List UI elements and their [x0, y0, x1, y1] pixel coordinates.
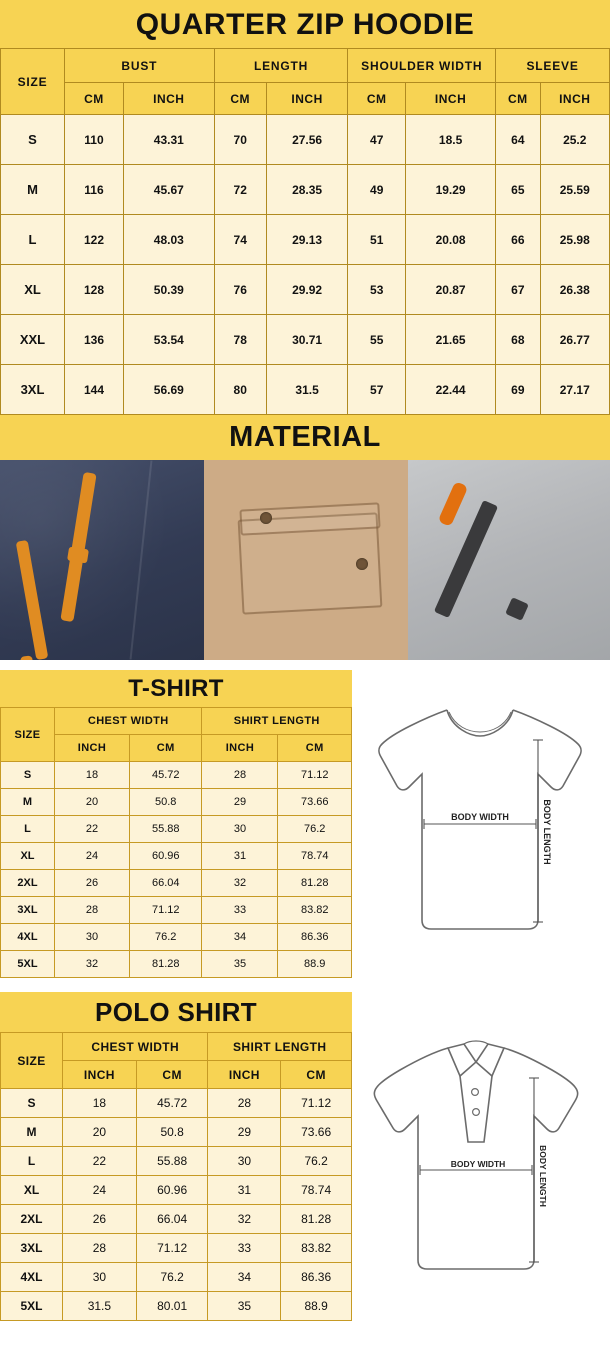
polo-row-size: 4XL	[1, 1263, 63, 1292]
polo-cell: 22	[63, 1147, 137, 1176]
hoodie-cell: 20.08	[406, 215, 496, 265]
tshirt-row-size: M	[1, 789, 55, 816]
hoodie-unit-bust-inch: INCH	[123, 83, 214, 115]
hoodie-row-size: M	[1, 165, 65, 215]
material-section-title: MATERIAL	[0, 415, 610, 460]
table-row	[1, 762, 352, 789]
tshirt-body-length-label: BODY LENGTH	[542, 799, 552, 865]
hoodie-cell: 70	[214, 115, 266, 165]
tshirt-cell: 76.2	[129, 924, 202, 951]
polo-cell: 18	[63, 1089, 137, 1118]
hoodie-header-shoulder-width: SHOULDER WIDTH	[348, 49, 496, 83]
table-row	[1, 1234, 352, 1263]
hoodie-cell: 72	[214, 165, 266, 215]
tshirt-cell: 26	[55, 870, 130, 897]
tshirt-cell: 20	[55, 789, 130, 816]
hoodie-header-size: SIZE	[1, 49, 65, 115]
navy-hoodie-drawstring-photo	[0, 460, 204, 660]
polo-body-width-label: BODY WIDTH	[450, 1159, 506, 1169]
hoodie-cell: 74	[214, 215, 266, 265]
hoodie-cell: 27.17	[540, 365, 609, 415]
tshirt-cell: 71.12	[278, 762, 352, 789]
hoodie-row-size: 3XL	[1, 365, 65, 415]
hoodie-cell: 25.59	[540, 165, 609, 215]
polo-cell: 28	[63, 1234, 137, 1263]
tshirt-unit-chest-cm: CM	[129, 735, 202, 762]
khaki-pocket-photo	[204, 460, 408, 660]
snap-button-icon	[356, 558, 368, 570]
tshirt-row-size: S	[1, 762, 55, 789]
hoodie-header-bust: BUST	[65, 49, 215, 83]
hoodie-cell: 55	[348, 315, 406, 365]
table-row	[1, 1118, 352, 1147]
table-row	[1, 1089, 352, 1118]
polo-measurement-diagram	[352, 992, 610, 1292]
polo-cell: 73.66	[281, 1118, 352, 1147]
polo-row-size: L	[1, 1147, 63, 1176]
hoodie-cell: 29.13	[266, 215, 348, 265]
polo-cell: 76.2	[281, 1147, 352, 1176]
hoodie-cell: 68	[496, 315, 540, 365]
polo-cell: 80.01	[136, 1292, 208, 1321]
table-row	[1, 897, 352, 924]
snap-button-icon	[260, 512, 272, 524]
polo-cell: 83.82	[281, 1234, 352, 1263]
tshirt-cell: 86.36	[278, 924, 352, 951]
hoodie-cell: 48.03	[123, 215, 214, 265]
tshirt-cell: 76.2	[278, 816, 352, 843]
polo-cell: 33	[208, 1234, 281, 1263]
tshirt-cell: 22	[55, 816, 130, 843]
polo-cell: 81.28	[281, 1205, 352, 1234]
tshirt-header-shirt-length: SHIRT LENGTH	[202, 708, 352, 735]
polo-row-size: 3XL	[1, 1234, 63, 1263]
hoodie-cell: 116	[65, 165, 124, 215]
hoodie-unit-length-cm: CM	[214, 83, 266, 115]
polo-body-length-label: BODY LENGTH	[538, 1145, 548, 1207]
hoodie-cell: 65	[496, 165, 540, 215]
tshirt-measurement-diagram	[352, 670, 610, 970]
tshirt-row-size: XL	[1, 843, 55, 870]
hoodie-cell: 50.39	[123, 265, 214, 315]
polo-row-size: 5XL	[1, 1292, 63, 1321]
polo-header-size: SIZE	[1, 1033, 63, 1089]
polo-cell: 71.12	[281, 1089, 352, 1118]
tshirt-cell: 50.8	[129, 789, 202, 816]
tshirt-cell: 55.88	[129, 816, 202, 843]
hoodie-cell: 30.71	[266, 315, 348, 365]
tshirt-cell: 32	[55, 951, 130, 978]
tshirt-cell: 31	[202, 843, 278, 870]
polo-cell: 31	[208, 1176, 281, 1205]
table-row	[1, 843, 352, 870]
hoodie-cell: 26.38	[540, 265, 609, 315]
tshirt-row-size: L	[1, 816, 55, 843]
table-row	[1, 1292, 352, 1321]
polo-cell: 55.88	[136, 1147, 208, 1176]
table-row	[1, 1263, 352, 1292]
polo-cell: 30	[208, 1147, 281, 1176]
polo-unit-length-inch: INCH	[208, 1061, 281, 1089]
table-row	[1, 265, 610, 315]
hoodie-row-size: L	[1, 215, 65, 265]
hoodie-cell: 25.2	[540, 115, 609, 165]
tshirt-row-size: 5XL	[1, 951, 55, 978]
tshirt-cell: 24	[55, 843, 130, 870]
hoodie-cell: 19.29	[406, 165, 496, 215]
polo-row-size: S	[1, 1089, 63, 1118]
hoodie-unit-bust-cm: CM	[65, 83, 124, 115]
tshirt-row-size: 4XL	[1, 924, 55, 951]
tshirt-unit-chest-inch: INCH	[55, 735, 130, 762]
table-row	[1, 115, 610, 165]
polo-cell: 28	[208, 1089, 281, 1118]
hoodie-cell: 26.77	[540, 315, 609, 365]
polo-cell: 32	[208, 1205, 281, 1234]
grey-zipper-photo	[408, 460, 610, 660]
tshirt-cell: 81.28	[278, 870, 352, 897]
table-row	[1, 315, 610, 365]
hoodie-unit-header-row	[1, 83, 610, 115]
tshirt-cell: 78.74	[278, 843, 352, 870]
tshirt-section	[0, 660, 610, 978]
hoodie-cell: 78	[214, 315, 266, 365]
tshirt-group-header-row	[1, 708, 352, 735]
polo-cell: 35	[208, 1292, 281, 1321]
hoodie-cell: 53.54	[123, 315, 214, 365]
tshirt-size-table	[0, 707, 352, 978]
polo-cell: 29	[208, 1118, 281, 1147]
hoodie-cell: 53	[348, 265, 406, 315]
tshirt-unit-length-inch: INCH	[202, 735, 278, 762]
polo-row-size: M	[1, 1118, 63, 1147]
polo-cell: 24	[63, 1176, 137, 1205]
tshirt-diagram-column	[352, 670, 610, 978]
polo-header-chest-width: CHEST WIDTH	[63, 1033, 208, 1061]
tshirt-cell: 28	[55, 897, 130, 924]
hoodie-cell: 31.5	[266, 365, 348, 415]
hoodie-cell: 25.98	[540, 215, 609, 265]
tshirt-cell: 60.96	[129, 843, 202, 870]
hoodie-cell: 43.31	[123, 115, 214, 165]
tshirt-cell: 28	[202, 762, 278, 789]
hoodie-cell: 47	[348, 115, 406, 165]
hoodie-cell: 56.69	[123, 365, 214, 415]
tshirt-cell: 35	[202, 951, 278, 978]
hoodie-unit-length-inch: INCH	[266, 83, 348, 115]
polo-group-header-row	[1, 1033, 352, 1061]
hoodie-cell: 21.65	[406, 315, 496, 365]
hoodie-cell: 49	[348, 165, 406, 215]
tshirt-cell: 71.12	[129, 897, 202, 924]
hoodie-cell: 20.87	[406, 265, 496, 315]
hoodie-row-size: S	[1, 115, 65, 165]
table-row	[1, 365, 610, 415]
hoodie-cell: 27.56	[266, 115, 348, 165]
hoodie-section-title: QUARTER ZIP HOODIE	[0, 0, 610, 48]
tshirt-cell: 30	[55, 924, 130, 951]
polo-cell: 71.12	[136, 1234, 208, 1263]
hoodie-cell: 128	[65, 265, 124, 315]
polo-header-shirt-length: SHIRT LENGTH	[208, 1033, 352, 1061]
hoodie-cell: 29.92	[266, 265, 348, 315]
polo-size-table	[0, 1032, 352, 1321]
polo-cell: 76.2	[136, 1263, 208, 1292]
hoodie-cell: 28.35	[266, 165, 348, 215]
polo-cell: 60.96	[136, 1176, 208, 1205]
tshirt-cell: 45.72	[129, 762, 202, 789]
hoodie-cell: 45.67	[123, 165, 214, 215]
polo-unit-length-cm: CM	[281, 1061, 352, 1089]
material-photo-strip	[0, 460, 610, 660]
hoodie-cell: 57	[348, 365, 406, 415]
polo-cell: 88.9	[281, 1292, 352, 1321]
hoodie-size-table	[0, 48, 610, 415]
tshirt-cell: 34	[202, 924, 278, 951]
polo-section	[0, 992, 610, 1321]
table-row	[1, 870, 352, 897]
table-row	[1, 816, 352, 843]
polo-cell: 86.36	[281, 1263, 352, 1292]
table-row	[1, 1147, 352, 1176]
tshirt-cell: 29	[202, 789, 278, 816]
tshirt-cell: 30	[202, 816, 278, 843]
table-row	[1, 924, 352, 951]
table-row	[1, 165, 610, 215]
hoodie-row-size: XXL	[1, 315, 65, 365]
hoodie-cell: 110	[65, 115, 124, 165]
hoodie-unit-shoulder-cm: CM	[348, 83, 406, 115]
polo-cell: 45.72	[136, 1089, 208, 1118]
tshirt-header-size: SIZE	[1, 708, 55, 762]
polo-unit-chest-cm: CM	[136, 1061, 208, 1089]
tshirt-cell: 81.28	[129, 951, 202, 978]
tshirt-cell: 88.9	[278, 951, 352, 978]
hoodie-cell: 64	[496, 115, 540, 165]
polo-cell: 66.04	[136, 1205, 208, 1234]
hoodie-cell: 144	[65, 365, 124, 415]
hoodie-header-length: LENGTH	[214, 49, 348, 83]
hoodie-cell: 66	[496, 215, 540, 265]
table-row	[1, 1176, 352, 1205]
tshirt-cell: 32	[202, 870, 278, 897]
polo-row-size: 2XL	[1, 1205, 63, 1234]
tshirt-unit-length-cm: CM	[278, 735, 352, 762]
polo-cell: 26	[63, 1205, 137, 1234]
grey-fabric-backdrop	[408, 460, 610, 660]
hoodie-cell: 76	[214, 265, 266, 315]
tshirt-section-title: T-SHIRT	[0, 670, 352, 707]
table-row	[1, 215, 610, 265]
hoodie-header-sleeve: SLEEVE	[496, 49, 610, 83]
polo-cell: 20	[63, 1118, 137, 1147]
polo-row-size: XL	[1, 1176, 63, 1205]
section-gap	[0, 978, 610, 992]
tshirt-cell: 83.82	[278, 897, 352, 924]
hoodie-cell: 122	[65, 215, 124, 265]
polo-diagram-column	[352, 992, 610, 1321]
hoodie-row-size: XL	[1, 265, 65, 315]
table-row	[1, 789, 352, 816]
hoodie-group-header-row	[1, 49, 610, 83]
hoodie-cell: 18.5	[406, 115, 496, 165]
tshirt-row-size: 3XL	[1, 897, 55, 924]
polo-cell: 50.8	[136, 1118, 208, 1147]
tshirt-cell: 18	[55, 762, 130, 789]
hoodie-unit-shoulder-inch: INCH	[406, 83, 496, 115]
hoodie-unit-sleeve-inch: INCH	[540, 83, 609, 115]
tshirt-header-chest-width: CHEST WIDTH	[55, 708, 202, 735]
hoodie-cell: 22.44	[406, 365, 496, 415]
polo-section-title: POLO SHIRT	[0, 992, 352, 1032]
polo-cell: 78.74	[281, 1176, 352, 1205]
polo-cell: 30	[63, 1263, 137, 1292]
hoodie-cell: 80	[214, 365, 266, 415]
hoodie-unit-sleeve-cm: CM	[496, 83, 540, 115]
hoodie-cell: 136	[65, 315, 124, 365]
polo-unit-chest-inch: INCH	[63, 1061, 137, 1089]
tshirt-cell: 33	[202, 897, 278, 924]
tshirt-body-width-label: BODY WIDTH	[451, 812, 509, 822]
cord-stopper	[67, 547, 89, 564]
tshirt-cell: 66.04	[129, 870, 202, 897]
tshirt-row-size: 2XL	[1, 870, 55, 897]
polo-chart-column	[0, 992, 352, 1321]
hoodie-cell: 67	[496, 265, 540, 315]
hoodie-cell: 69	[496, 365, 540, 415]
hoodie-cell: 51	[348, 215, 406, 265]
tshirt-chart-column	[0, 670, 352, 978]
polo-cell: 31.5	[63, 1292, 137, 1321]
tshirt-cell: 73.66	[278, 789, 352, 816]
table-row	[1, 951, 352, 978]
polo-cell: 34	[208, 1263, 281, 1292]
table-row	[1, 1205, 352, 1234]
